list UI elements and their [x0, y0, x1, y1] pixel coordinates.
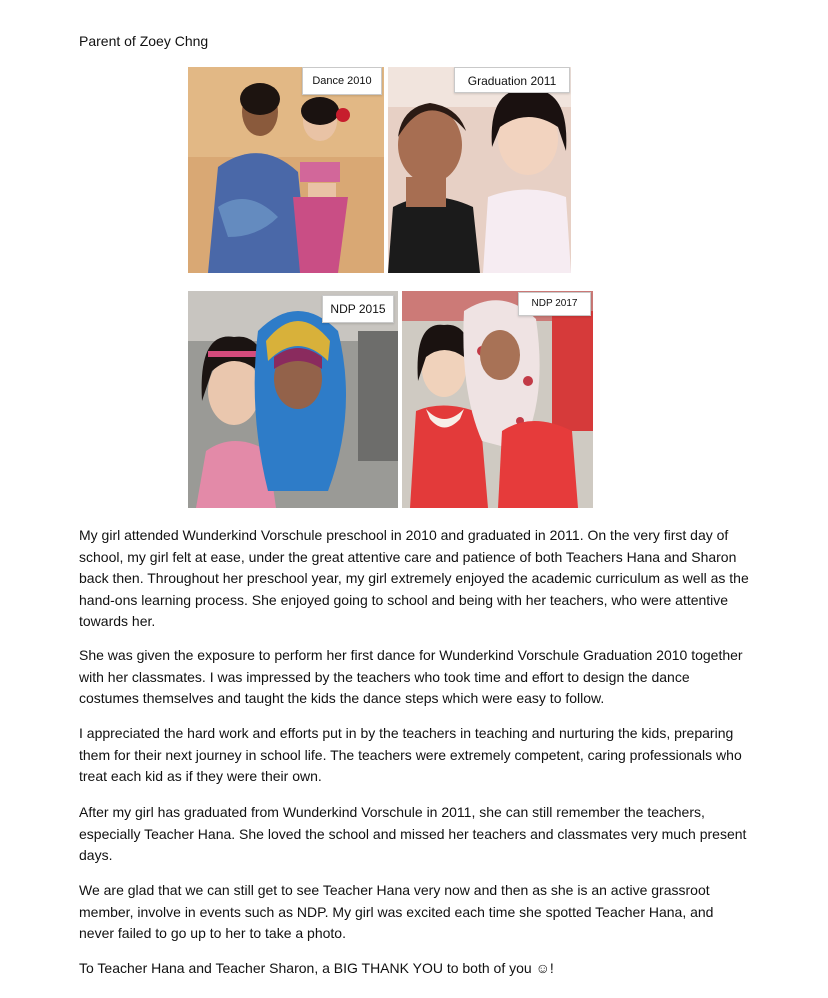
paragraph-text: I appreciated the hard work and efforts put in by the teachers in teaching and nurturing the kids, preparing them for their next journey in school life. The teachers were extremely competent, caring professionals who treat each kid as if they were their own. — [79, 725, 742, 784]
paragraph-text: We are glad that we can still get to see Teacher Hana very now and then as she is an active grassroot member, involve in events such as NDP. My girl was excited each time she spotted Teacher Hana, and never failed to go up to her to take a photo. — [79, 882, 714, 941]
photo-dance-2010 — [188, 67, 384, 273]
photo-ndp-2017-caption: NDP 2017 — [518, 292, 591, 316]
photo-ndp-2015 — [188, 291, 398, 508]
paragraph-text: After my girl has graduated from Wunderkind Vorschule in 2011, she can still remember the teachers, especially Teacher Hana. She loved the school and missed her teachers and classmates very much present days. — [79, 804, 747, 863]
page-heading: Parent of Zoey Chng — [79, 33, 209, 49]
photo-graduation-2011-caption: Graduation 2011 — [454, 67, 570, 93]
photo-graduation-2011 — [388, 67, 571, 273]
photo-ndp-2017 — [402, 291, 593, 508]
photo-dance-2010-caption: Dance 2010 — [302, 67, 382, 95]
testimonial-paragraph-1 — [79, 525, 749, 633]
testimonial-closing — [79, 958, 749, 980]
paragraph-text: She was given the exposure to perform her first dance for Wunderkind Vorschule Graduation 2010 together with her classmates. I was impressed by the teachers who took time and effort to design the dance costumes themselves and taught the kids the dance steps which were easy to follow. — [79, 647, 743, 706]
photo-ndp-2017-image — [402, 291, 593, 508]
photo-graduation-2011-image — [388, 67, 571, 273]
photo-ndp-2015-image — [188, 291, 398, 508]
photo-dance-2010-image — [188, 67, 384, 273]
testimonial-paragraph-4 — [79, 802, 749, 867]
photo-ndp-2015-caption: NDP 2015 — [322, 295, 394, 323]
paragraph-text: My girl attended Wunderkind Vorschule preschool in 2010 and graduated in 2011. On the very first day of school, my girl felt at ease, under the great attentive care and patience of both Teachers Hana and Sharon back then. Throughout her preschool year, my girl extremely enjoyed the academic curriculum as well as the hand-ons learning process. She enjoyed going to school and being with her teachers, who were attentive towards her. — [79, 527, 749, 629]
testimonial-paragraph-5 — [79, 880, 749, 945]
testimonial-paragraph-2 — [79, 645, 749, 710]
paragraph-text: To Teacher Hana and Teacher Sharon, a BIG THANK YOU to both of you ☺! — [79, 960, 554, 976]
testimonial-paragraph-3 — [79, 723, 749, 788]
